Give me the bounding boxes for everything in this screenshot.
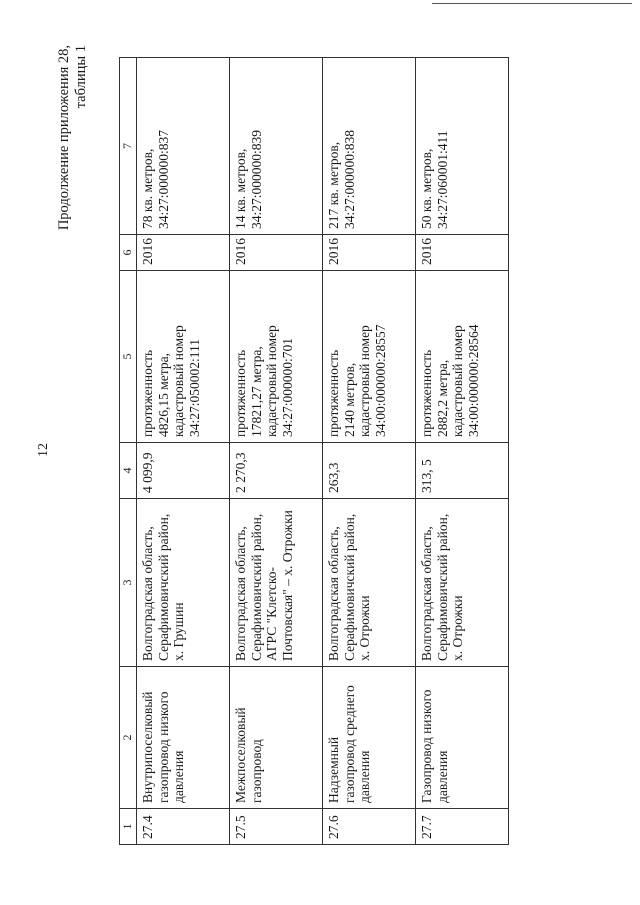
cadastral-number: 34:27:050002:111 [186, 338, 202, 437]
table-row [323, 58, 416, 845]
object-location: Волгоградская область, Серафимовичский район, АГРС "Клетско-Почтовская" – х. Отрожки [230, 499, 323, 667]
column-header-1: 1 [120, 809, 137, 845]
land-plot [416, 58, 509, 235]
object-characteristics [230, 271, 323, 443]
cadastral-label: кадастровый номер [264, 325, 279, 437]
page-number: 12 [36, 443, 51, 457]
land-cadastral-number: 34:27:000000:837 [155, 129, 171, 229]
length-label: протяженность [326, 349, 341, 437]
appendix-continuation-note [56, 45, 90, 305]
cadastral-number: 34:00:000000:28564 [465, 324, 481, 437]
land-plot [323, 58, 416, 235]
length-label: протяженность [419, 349, 434, 437]
length-value: 17821,27 метра, [248, 346, 264, 437]
item-number: 27.7 [416, 809, 509, 845]
object-location: Волгоградская область, Серафимовичский район, х. Грушин [137, 499, 230, 667]
column-header-3: 3 [120, 499, 137, 667]
object-value: 2 270,3 [230, 443, 323, 499]
object-year: 2016 [416, 235, 509, 271]
object-value: 4 099,9 [137, 443, 230, 499]
object-name: Газопровод низкого давления [416, 667, 509, 809]
object-name: Межпоселковый газопровод [230, 667, 323, 809]
column-header-5: 5 [120, 271, 137, 443]
column-header-6: 6 [120, 235, 137, 271]
cadastral-label: кадастровый номер [171, 325, 186, 437]
header-row [120, 58, 137, 845]
object-characteristics [323, 271, 416, 443]
appendix-note-line-2: таблицы 1 [73, 45, 89, 109]
cadastral-label: кадастровый номер [357, 325, 372, 437]
object-location: Волгоградская область, Серафимовичский район, х. Отрожки [323, 499, 416, 667]
table-row [137, 58, 230, 845]
item-number: 27.4 [137, 809, 230, 845]
land-plot [137, 58, 230, 235]
table-header [120, 58, 137, 845]
object-value: 263,3 [323, 443, 416, 499]
cadastral-label: кадастровый номер [450, 325, 465, 437]
length-label: протяженность [140, 349, 155, 437]
land-area: 217 кв. метров, [326, 141, 341, 229]
table-row [230, 58, 323, 845]
column-header-2: 2 [120, 667, 137, 809]
land-cadastral-number: 34:27:060001:411 [434, 130, 450, 229]
land-area: 50 кв. метров, [419, 148, 434, 229]
item-number: 27.5 [230, 809, 323, 845]
land-cadastral-number: 34:27:000000:839 [248, 129, 264, 229]
column-header-4: 4 [120, 443, 137, 499]
object-characteristics [416, 271, 509, 443]
length-value: 2140 метров, [341, 362, 357, 437]
length-value: 4826,15 метра, [155, 353, 171, 437]
object-name: Надземный газопровод среднего давления [323, 667, 416, 809]
appendix-note-line-1: Продолжение приложения 28, [56, 45, 72, 231]
land-area: 14 кв. метров, [233, 148, 248, 229]
cadastral-number: 34:27:000000:701 [279, 337, 295, 437]
length-value: 2882,2 метра, [434, 359, 450, 437]
length-label: протяженность [233, 349, 248, 437]
land-plot [230, 58, 323, 235]
item-number: 27.6 [323, 809, 416, 845]
object-value: 313, 5 [416, 443, 509, 499]
object-name: Внутрипоселковый газопровод низкого давления [137, 667, 230, 809]
object-year: 2016 [137, 235, 230, 271]
object-year: 2016 [230, 235, 323, 271]
object-year: 2016 [323, 235, 416, 271]
cadastral-number: 34:00:000000:28557 [372, 324, 388, 437]
table-row [416, 58, 509, 845]
object-location: Волгоградская область, Серафимовичский район, х. Отрожки [416, 499, 509, 667]
object-characteristics [137, 271, 230, 443]
column-header-7: 7 [120, 58, 137, 235]
land-area: 78 кв. метров, [140, 148, 155, 229]
registry-table [119, 57, 509, 845]
land-cadastral-number: 34:27:000000:838 [341, 129, 357, 229]
